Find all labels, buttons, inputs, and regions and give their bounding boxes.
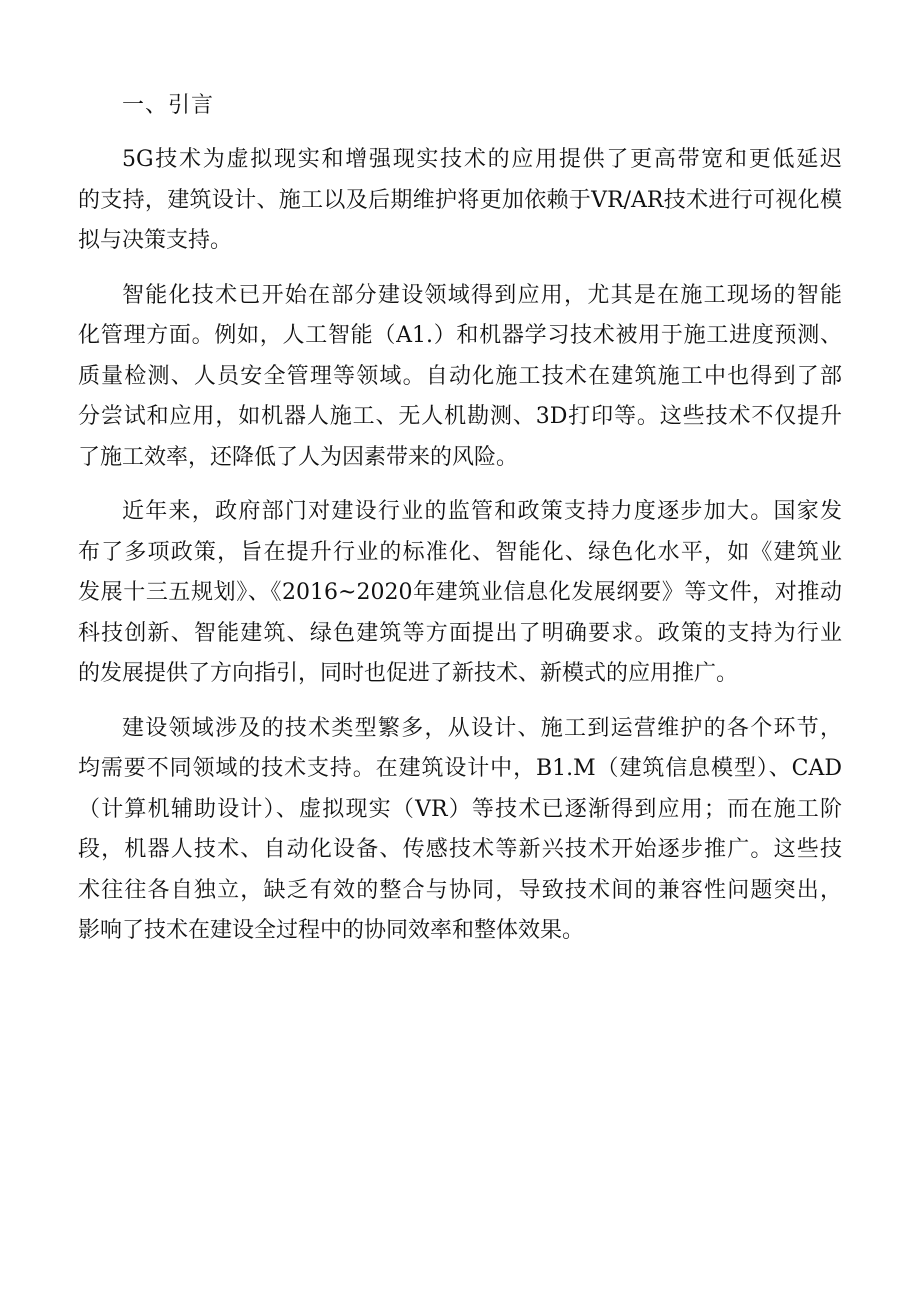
paragraph-line: 化管理方面。例如，人工智能（A1.）和机器学习技术被用于施工进度预测、 bbox=[78, 323, 842, 348]
paragraph-line: （计算机辅助设计）、虚拟现实（VR）等技术已逐渐得到应用；而在施工阶 bbox=[78, 796, 842, 822]
paragraph-line: 发展十三五规划》、《2016~2020年建筑业信息化发展纲要》等文件，对推动 bbox=[78, 580, 842, 605]
paragraph-line: 术往往各自独立，缺乏有效的整合与协同，导致技术间的兼容性问题突出， bbox=[78, 877, 842, 903]
paragraph-line: 了施工效率，还降低了人为因素带来的风险。 bbox=[78, 444, 519, 470]
paragraph-line: 质量检测、人员安全管理等领域。自动化施工技术在建筑施工中也得到了部 bbox=[78, 363, 842, 389]
paragraph-line: 的发展提供了方向指引，同时也促进了新技术、新模式的应用推广。 bbox=[78, 661, 739, 686]
paragraph-2 bbox=[78, 276, 842, 479]
document-page bbox=[78, 88, 842, 966]
paragraph-line: 科技创新、智能建筑、绿色建筑等方面提出了明确要求。政策的支持为行业 bbox=[78, 620, 842, 646]
paragraph-1 bbox=[78, 140, 842, 262]
paragraph-line: 布了多项政策，旨在提升行业的标准化、智能化、绿色化水平，如《建筑业 bbox=[78, 539, 842, 565]
section-heading: 一、引言 bbox=[122, 93, 215, 118]
paragraph-line: 的支持，建筑设计、施工以及后期维护将更加依赖于VR/AR技术进行可视化模 bbox=[78, 187, 842, 213]
paragraph-line: 5G技术为虚拟现实和增强现实技术的应用提供了更高带宽和更低延迟 bbox=[122, 147, 842, 172]
paragraph-line: 拟与决策支持。 bbox=[78, 228, 233, 253]
paragraph-line: 近年来，政府部门对建设行业的监管和政策支持力度逐步加大。国家发 bbox=[122, 499, 842, 524]
paragraph-3 bbox=[78, 492, 842, 695]
paragraph-line: 智能化技术已开始在部分建设领域得到应用，尤其是在施工现场的智能 bbox=[122, 282, 842, 308]
paragraph-line: 建设领域涉及的技术类型繁多，从设计、施工到运营维护的各个环节， bbox=[122, 715, 842, 741]
paragraph-line: 段，机器人技术、自动化设备、传感技术等新兴技术开始逐步推广。这些技 bbox=[78, 837, 842, 862]
paragraph-line: 分尝试和应用，如机器人施工、无人机勘测、3D打印等。这些技术不仅提升 bbox=[78, 404, 842, 429]
paragraph-4 bbox=[78, 709, 842, 952]
paragraph-line: 影响了技术在建设全过程中的协同效率和整体效果。 bbox=[78, 918, 585, 943]
paragraph-line: 均需要不同领域的技术支持。在建筑设计中，B1.M（建筑信息模型）、CAD bbox=[78, 756, 842, 781]
